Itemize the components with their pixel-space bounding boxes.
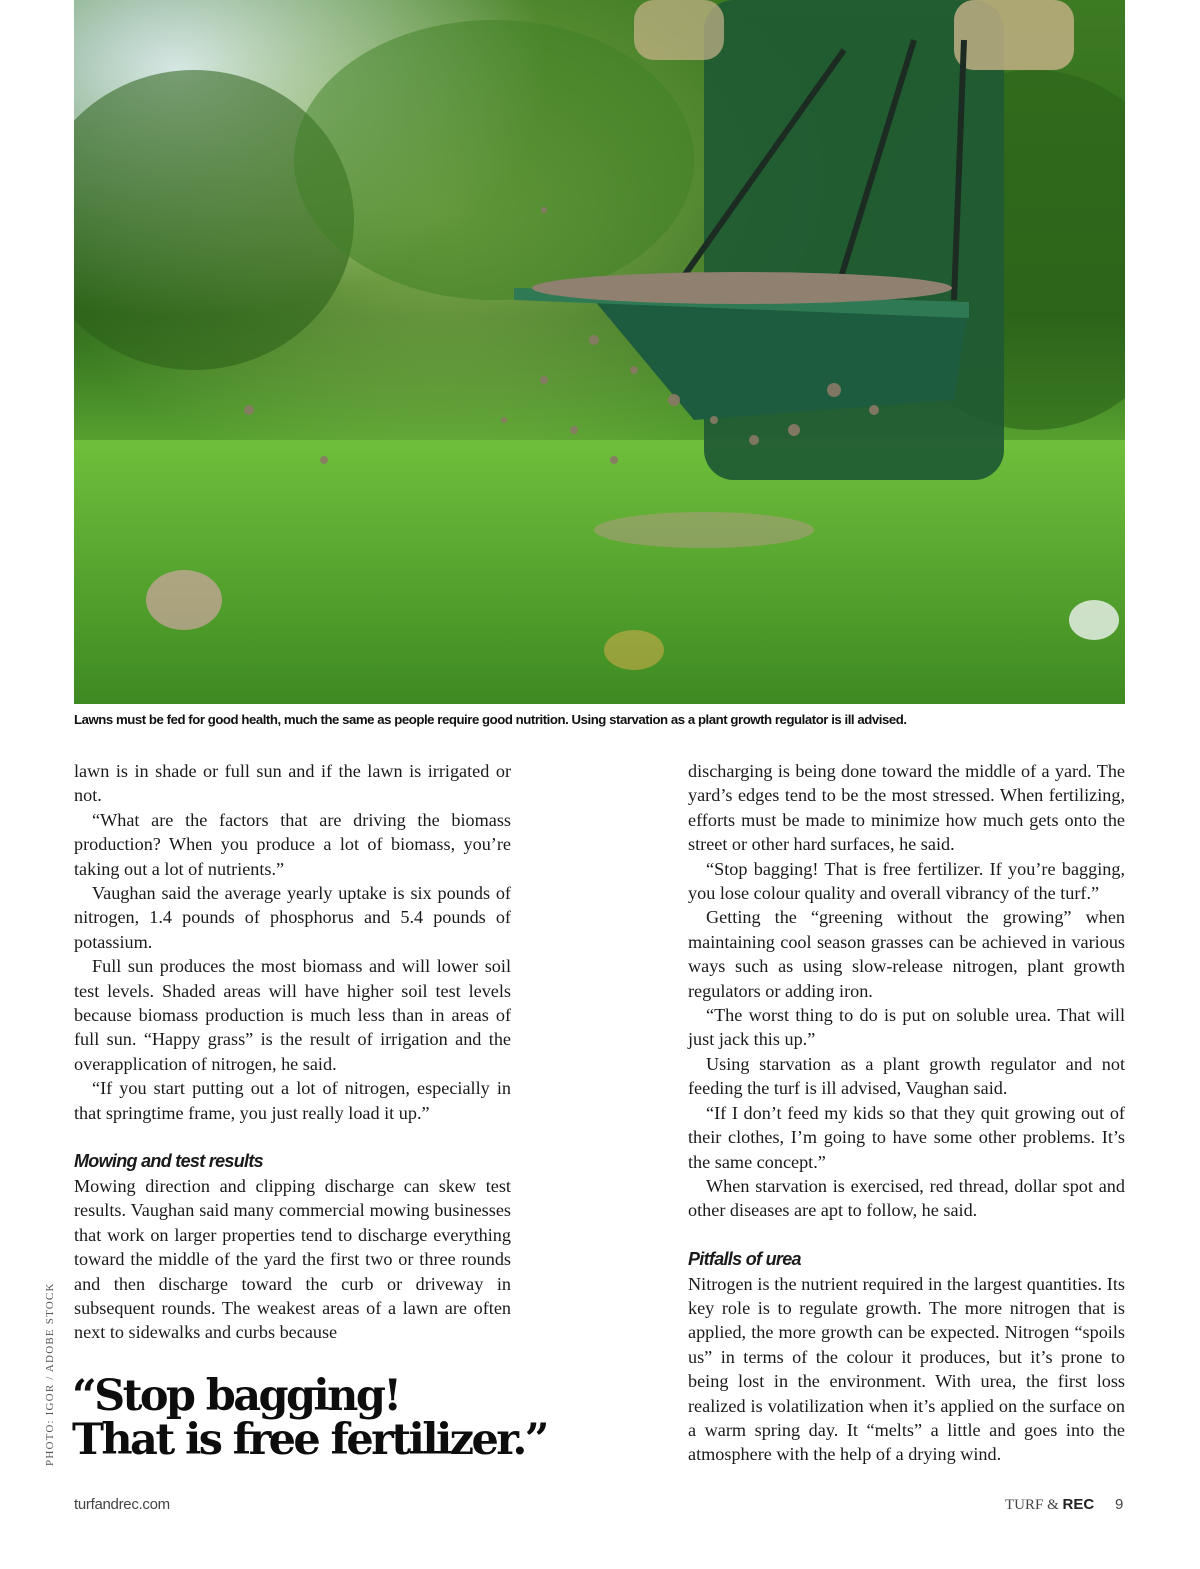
article-column-left [74, 759, 511, 1345]
article-column-right [688, 759, 1125, 1467]
paragraph: “What are the factors that are driving the biomass production? When you produce a lot of biomass, you’re taking out a lot of nutrients.” [74, 809, 511, 879]
paragraph: “If you start putting out a lot of nitrogen, especially in that springtime frame, you just really load it up.” [74, 1078, 511, 1123]
section-heading: Mowing and test results [74, 1151, 263, 1172]
footer-url[interactable]: turfandrec.com [74, 1496, 170, 1513]
section-heading: Pitfalls of urea [688, 1249, 801, 1270]
paragraph: Nitrogen is the nutrient required in the largest quantities. Its key role is to regulate growth. The more nitrogen that is applied, the more growth can be expected. Nitrogen “spoils us” in terms of the colour it produces, but it’s prone to being lost in the environment. With urea, the first loss realized is volatilization when it’s applied on the surface on a warm spring day. It “melts” a little and goes into the atmosphere with the help of a drying wind. [688, 1273, 1125, 1465]
lawn-photo [74, 0, 1125, 704]
footer-brand [1005, 1496, 1094, 1514]
paragraph: Getting the “greening without the growing” when maintaining cool season grasses can be achieved in various ways such as using slow-release nitrogen, plant growth regulators or adding iron. [688, 907, 1125, 1001]
paragraph: “Stop bagging! That is free fertilizer. If you’re bagging, you lose colour quality and overall vibrancy of the turf.” [688, 858, 1125, 904]
paragraph: Full sun produces the most biomass and will lower soil test levels. Shaded areas will have higher soil test levels because biomass production is much less than in areas of full sun. “Happy grass” is the result of irrigation and the overapplication of nitrogen, he said. [74, 956, 511, 1074]
pull-quote-line: That is free fertilizer.” [72, 1415, 547, 1465]
photo-credit: PHOTO: IGOR / ADOBE STOCK [44, 1282, 56, 1466]
paragraph: “The worst thing to do is put on soluble urea. That will just jack this up.” [688, 1005, 1125, 1050]
paragraph: discharging is being done toward the middle of a yard. The yard’s edges tend to be the most stressed. When fertilizing, efforts must be made to minimize how much gets onto the street or other hard surfaces, he said. [688, 761, 1125, 855]
paragraph: Mowing direction and clipping discharge can skew test results. Vaughan said many commercial mowing businesses that work on larger properties tend to discharge everything toward the middle of the yard the first two or three rounds and then discharge toward the curb or driveway in subsequent rounds. The weakest areas of a lawn are often next to sidewalks and curbs because [74, 1175, 511, 1343]
paragraph: lawn is in shade or full sun and if the lawn is irrigated or not. [74, 761, 511, 806]
pull-quote [72, 1371, 632, 1465]
photo-caption: Lawns must be fed for good health, much the same as people require good nutrition. Using starvation as a plant growth regulator is ill advised. [74, 712, 907, 727]
paragraph: Using starvation as a plant growth regulator and not feeding the turf is ill advised, Vaughan said. [688, 1053, 1125, 1099]
brand-bold: REC [1062, 1496, 1095, 1513]
brand-prefix: TURF & [1005, 1497, 1059, 1513]
page-number: 9 [1115, 1496, 1124, 1513]
pull-quote-line: “Stop bagging! [72, 1371, 400, 1421]
paragraph: “If I don’t feed my kids so that they quit growing out of their clothes, I’m going to have some other problems. It’s the same concept.” [688, 1102, 1125, 1172]
paragraph: Vaughan said the average yearly uptake is six pounds of nitrogen, 1.4 pounds of phosphorus and 5.4 pounds of potassium. [74, 883, 511, 952]
paragraph: When starvation is exercised, red thread, dollar spot and other diseases are apt to follow, he said. [688, 1175, 1125, 1221]
